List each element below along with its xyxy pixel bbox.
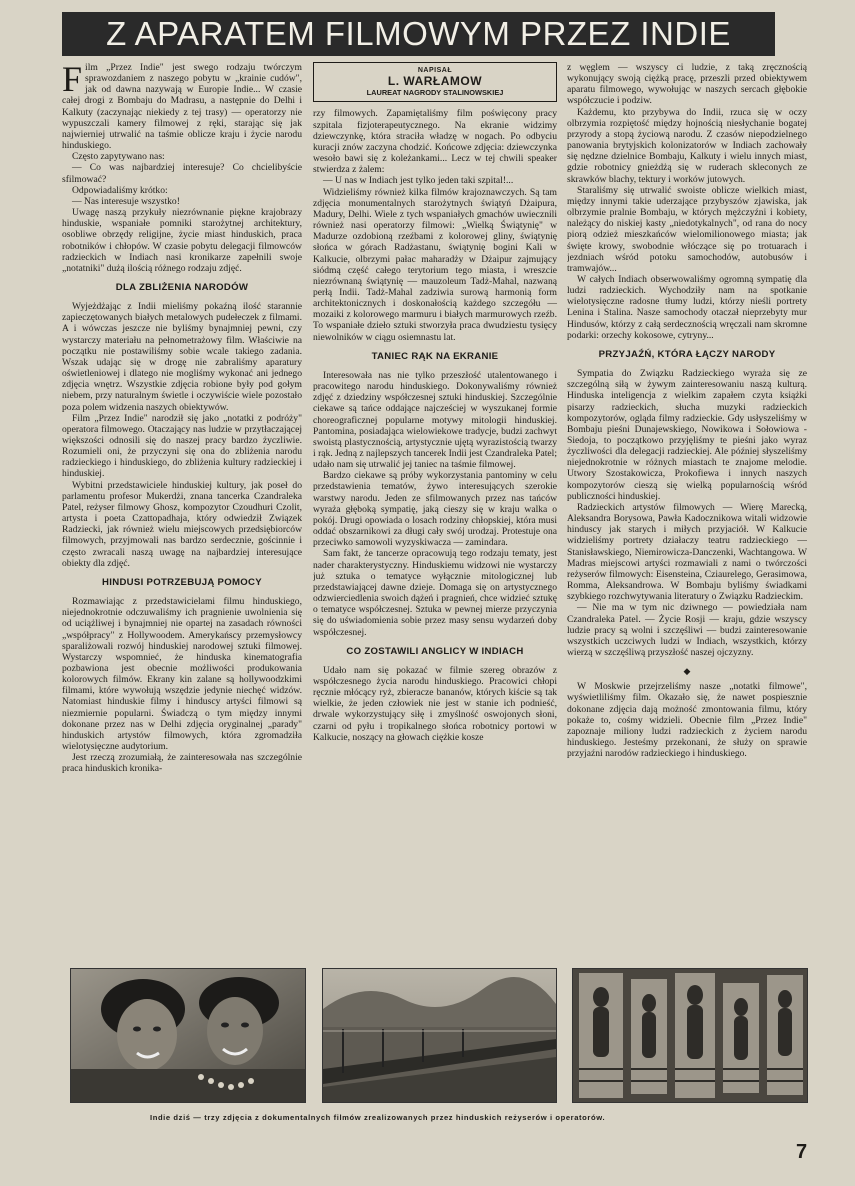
- paragraph: Udało nam się pokazać w filmie szereg obrazów z współczesnego życia narodu hinduskiego. Pracowici chłopi ręcznie młócący ryż, zbieracze bananów, których kiście są tak wielkie, że jeden człowiek nie jest w stanie ich podnieść, drwale wykorzystujący siłę i zmyślność oswojonych słoni, czarni od pyłu i tropikalnego słońca robotnicy portowi w Kalkucie, noszący na głowach ciężkie kosze: [313, 664, 557, 743]
- paragraph: Film „Przez Indie" jest swego rodzaju twórczym sprawozdaniem z naszego pobytu w „krainie cudów", jak od dawna nazywają w Europie Indie... W czasie całej drogi z Bombaju do Madrasu, a następnie do Delhi i Kalkuty (zaczynając niekiedy z tej trasy) — operatorzy nie wypuszczali kamery filmowej z ręki, starając się jak najwierniej utrwalić na taśmie oblicze kraju i życie narodu hinduskiego.: [62, 62, 302, 152]
- photo-women-image: [71, 969, 305, 1102]
- section-heading: HINDUSI POTRZEBUJĄ POMOCY: [102, 576, 262, 588]
- paragraph: Staraliśmy się utrwalić swoiste oblicze wielkich miast, między innymi takie uderzające przybyszów zjawiska, jak olbrzymie pralnie Bombaju, w których mężczyźni i kobiety, należący do niskiej kasty „niedotykalnych", od rana do nocy piorą odzież mieszkańców wielomilionowego miasta; jak święte krowy, swobodnie włóczące się po trotuarach i jezdniach wśród potoku samochodów, autobusów i tramwajów...: [567, 184, 807, 274]
- paragraph: — Co was najbardziej interesuje? Co chcielibyście sfilmować?: [62, 162, 302, 185]
- column-2: [313, 62, 557, 942]
- paragraph: Uwagę naszą przykuły niezrównanie piękne krajobrazy hinduskie, wspaniałe pomniki starożytnej architektury, osobliwe obrzędy religijne, życie miast hinduskich, praca robotników i chłopów. W czasie pobytu delegacji filmowców radzieckich w Indiach nasi kronikarze zapełnili swoje „notatniki" dużą ilością różnego rodzaju zdjęć.: [62, 207, 302, 274]
- byline-box: [313, 62, 557, 102]
- section-heading: PRZYJAŹŃ, KTÓRA ŁĄCZY NARODY: [598, 348, 776, 360]
- section-heading: CO ZOSTAWILI ANGLICY W INDIACH: [346, 645, 524, 657]
- drop-cap: F: [62, 62, 83, 99]
- paragraph: Wybitni przedstawiciele hinduskiej kultury, jak poseł do parlamentu profesor Mukerdżi, znana tancerka Czandraleka Patel, reżyser filmowy Ghosz, kompozytor Czoudhuri Czolit, artysta i poeta Czattopadhaja, który odwiedził Związek Radziecki, jak również wielu miejscowych przedsiębiorców filmowych, przyjmowali nas bardzo serdecznie, gościnnie i często zwracali naszą uwagę na najbardziej interesujące obiekty dla zdjęć.: [62, 479, 302, 569]
- page-number: 7: [796, 1141, 808, 1163]
- paragraph: — Nas interesuje wszystko!: [72, 195, 180, 207]
- paragraph: rzy filmowych. Zapamiętaliśmy film poświęcony pracy szpitala fizjoterapeutycznego. Na ekranie widzimy dziewczynkę, która straciła władzę w nogach. Po odbyciu kuracji znów zaczyna chodzić. Końcowe zdjęcia: dziewczynka wesoło bawi się z koleżankami... Lecz w tej chwili speaker stwierdza z żalem:: [313, 108, 557, 176]
- byline-label: NAPISAŁ: [417, 67, 453, 74]
- paragraph: Interesowała nas nie tylko przeszłość utalentowanego i pracowitego narodu hinduskiego. Dokonywaliśmy również zdjęć z dziedziny współczesnej sztuki hinduskiej. Szczególnie ciekawe są tańce oddające najcześciej w wyszukanej formie choreograficznej popularne motywy mitologii hinduskiej. Pantomina, posiadająca wielowiekowe tradycje, budzi zachwyt swoistą plastycznością, artystycznie ujętą wyrazistością twarzy i rąk. Jedną z najlepszych tancerek Indii jest Czandraleka Patel; udało nam się utrwalić jej taniec na taśmie filmowej.: [313, 369, 557, 471]
- paragraph: — U nas w Indiach jest tylko jeden taki szpital!...: [323, 175, 514, 187]
- paragraph: Jest rzeczą zrozumiałą, że zainteresowała nas szczególnie praca hinduskich kronika-: [62, 752, 302, 775]
- photo-women: [70, 968, 306, 1103]
- section-separator-icon: ◆: [683, 666, 691, 677]
- byline-author: L. WARŁAMOW: [387, 74, 483, 89]
- paragraph: W całych Indiach obserwowaliśmy ogromną sympatię dla ludzi radzieckich. Wychodziły nam na spotkanie wielotysięczne radosne tłumy ludzi, którzy nieśli portrety Lenina i Stalina. Nasze samochody otaczał nieprzebyty mur Hindusów, którzy z całą serdecznością wręczali nam skromne podarki: orzechy kokosowe, cytryny...: [567, 273, 807, 341]
- article-title: Z APARATEM FILMOWYM PRZEZ INDIE: [62, 12, 775, 56]
- paragraph: Odpowiadaliśmy krótko:: [72, 184, 168, 196]
- paragraph: Sam fakt, że tancerze opracowują tego rodzaju tematy, jest nader charakterystyczny. Hinduskiemu widzowi nie wystarczy już sztuka o tematyce wyłącznie mitologicznej lub przedstawiającej dawne dzieje. Domaga się on artystycznego odzwierciedlenia swoich dążeń i pragnień, chce widzieć sztukę o tematyce współczesnej. Sztuka w pewnej mierze przyczynia się do uświadomienia sobie przez masy sensu wydarzeń doby współczesnej.: [313, 548, 557, 638]
- paragraph: W Moskwie przejrzeliśmy nasze „notatki filmowe", wyświetliliśmy film. Okazało się, że nawet pospiesznie dokonane zdjęcia dają możność zmontowania filmu, który pokaże to, cośmy widzieli. Obecnie film „Przez Indie" zapoznaje miliony ludzi radzieckich z życiem narodu hinduskiego. Jesteśmy przekonani, że służy on sprawie przyjaźni narodów radzieckiego i hinduskiego.: [567, 681, 807, 760]
- paragraph: — Nie ma w tym nic dziwnego — powiedziała nam Czandraleka Patel. — Życie Rosji — kraju, gdzie wszyscy ludzie pracy są wolni i szczęśliwi — budzi zainteresowanie wszystkich uczciwych ludzi w Indiach, wszystkich, którzy wierzą w szczęśliwą przyszłość naszej ojczyzny.: [567, 602, 807, 658]
- paragraph: Wyjeżdżając z Indii mieliśmy pokaźną ilość starannie zapieczętowanych białych metalowych pudełeczek z filmami. A i wówczas jeszcze nie byliśmy bynajmniej pewni, czy wystarczy materiału na pełnometrażowy film. Właściwie na początku nie postawiliśmy sobie wcale takiego zadania. Wszak udając się w drogę nie zabraliśmy aparatury oświetleniowej i dlatego nie mogliśmy wykonać ani jednego zdjęcia wnętrz. Wszystkie zdjęcia robione były pod gołym niebem, przy naturalnym świetle i oczywiście wiele pozostało poza polem widzenia naszych obiektywów.: [62, 301, 302, 413]
- paragraph: Sympatia do Związku Radzieckiego wyraża się ze szczególną siłą w żywym zainteresowaniu naszą kulturą. Hinduska inteligencja z wielkim zapałem czyta książki pisarzy radzieckich, słucha muzyki radzieckich kompozytorów, ogląda filmy radzieckie. Gdy usłyszeliśmy w Bombaju pieśni Dunajewskiego, Nowikowa i Sołowiowa - Siedoja, to początkowo przyjęliśmy te pieśni jako wyraz życzliwości dla delegacji radzieckiej. Ale później słyszeliśmy niejednokrotnie w różnych miastach te znajome melodie. Utwory Szostakowicza, Prokofiewa i innych naszych kompozytorów cieszą się wielką popularnością wśród publiczności hinduskiej.: [567, 368, 807, 502]
- byline-subtitle: LAUREAT NAGRODY STALINOWSKIEJ: [366, 88, 504, 98]
- paragraph: z węglem — wszyscy ci ludzie, z taką zręcznością wykonujący swoją ciężką pracę, przeszli przed obiektywem aparatu filmowego, wywołując w naszych sercach głębokie współczucie i podziw.: [567, 62, 807, 107]
- paragraph: Radzieckich artystów filmowych — Wierę Marecką, Aleksandra Borysowa, Pawła Kadocznikowa witali widzowie hinduscy jak starych i miłych przyjaciół. W Kalkucie widzieliśmy portrety działaczy teatru radzieckiego — Stanisławskiego, Niemirowicza-Danczenki, Wachtangowa. W Madras miejscowi artyści rozmawiali z nami o twórczości reżyserów filmowych: Eisensteina, Cziaurelego, Gerasimowa, Romma, Aleksandrowa. W Bombaju byliśmy świadkami szybkiego rozchwytywania literatury o Związku Radzieckim.: [567, 501, 807, 603]
- paragraph: Widzieliśmy również kilka filmów krajoznawczych. Są tam zdjęcia monumentalnych starożytnych świątyń Dżaipura, Madury, Delhi. Wiele z tych wspaniałych gmachów uwiecznili również nasi operatorzy filmowi: „Wielką Świątynię" w Madurze ozdobioną rzeźbami z kolorowej gliny, świątynię słońca w górach Radżastanu, świątynię bogini Kali w Kalkucie, olbrzymi pałac maharadży w Dżaipur zajmujący siódmą część całego terytorium tego miasta, i wreszcie niezrównaną świątynię — mauzoleum Tadż-Mahal, nazwaną perłą Indii. Tadż-Mahal zadziwia surową harmonią form architektonicznych i doskonałością każdego szczegółu — mozaiki z kolorowego marmuru i białych marmurowych rzeźb. To wspaniałe dzieło sztuki stworzyła praca dwudziestu tysięcy niewolników w ciągu osiemnastu lat.: [313, 186, 557, 343]
- paragraph: Rozmawiając z przedstawicielami filmu hinduskiego, niejednokrotnie odczuwaliśmy ich pragnienie uwolnienia się od uciążliwej i bynajmniej nie opartej na zasadach równości „współpracy" z Hollywoodem. Amerykańscy przemysłowcy sparaliżowali rozwój hinduskiej narodowej sztuki filmowej. Wystarczy wspomnieć, że hinduska kinematografia pozbawiona jest obecnie możliwości produkowania kolorowych filmów. Ekrany kin zalane są hollywoodzkimi filmami, które wywołują wszędzie jedynie niechęć widzów. Natomiast hinduskie filmy i hinduscy artyści filmowi są niezmiernie popularni. Świadczą o tym między innymi dokonane przez nas w Delhi zdjęcia oryginalnej „parady" hinduskich artystów filmowych, która zgromadziła wielotysięczne audytorium.: [62, 596, 302, 753]
- paragraph: Film „Przez Indie" narodził się jako „notatki z podróży" operatora filmowego. Otaczający nas ludzie w przytłaczającej większości odnosili się do naszej pracy bardzo życzliwie. Rozumieli oni, że przyczyni się ona do zbliżenia narodu radzieckiego i hinduskiego, do zbliżenia kultury radzieckiej i hinduskiej.: [62, 412, 302, 480]
- column-1: [62, 62, 302, 942]
- column-3: [567, 62, 807, 942]
- photo-temple: [572, 968, 808, 1103]
- section-heading: DLA ZBLIŻENIA NARODÓW: [115, 281, 249, 293]
- paragraph: Często zapytywano nas:: [72, 151, 165, 163]
- photo-landscape: [322, 968, 557, 1103]
- photo-landscape-image: [323, 969, 556, 1102]
- photo-caption: Indie dziś — trzy zdjęcia z dokumentalnych filmów zrealizowanych przez hinduskich reżyserów i operatorów.: [150, 1113, 606, 1122]
- photo-temple-image: [573, 969, 807, 1102]
- paragraph: Bardzo ciekawe są próby wykorzystania pantominy w celu przedstawienia tematów, żywo interesujących szerokie warstwy narodu. Jeden ze sfilmowanych przez nas tańców wyraża głęboką sympatię, jaką cieszy się w kraju walka o pokój. Drugi opowiada o losach rodziny chłopskiej, która musi oddać obszarnikowi za długi cały swój urodzaj. Protestuje ona przeciwko samowoli wyzyskiwacza — zamindara.: [313, 470, 557, 549]
- section-heading: TANIEC RĄK NA EKRANIE: [371, 350, 499, 362]
- paragraph: Każdemu, kto przybywa do Indii, rzuca się w oczy olbrzymia rozpiętość między hojnością niesłychanie bogatej przyrody a stopą życiową narodu. Z czasów niepodzielnego panowania brytyjskich kolonizatorów w Indiach zachowały się nędzne dzielnice Bombaju, Kalkuty i wielu innych miast, gdzie robotnicy gnieżdżą się w ruderach skleconych ze skrawków blachy, tektury i worków jutowych.: [567, 106, 807, 185]
